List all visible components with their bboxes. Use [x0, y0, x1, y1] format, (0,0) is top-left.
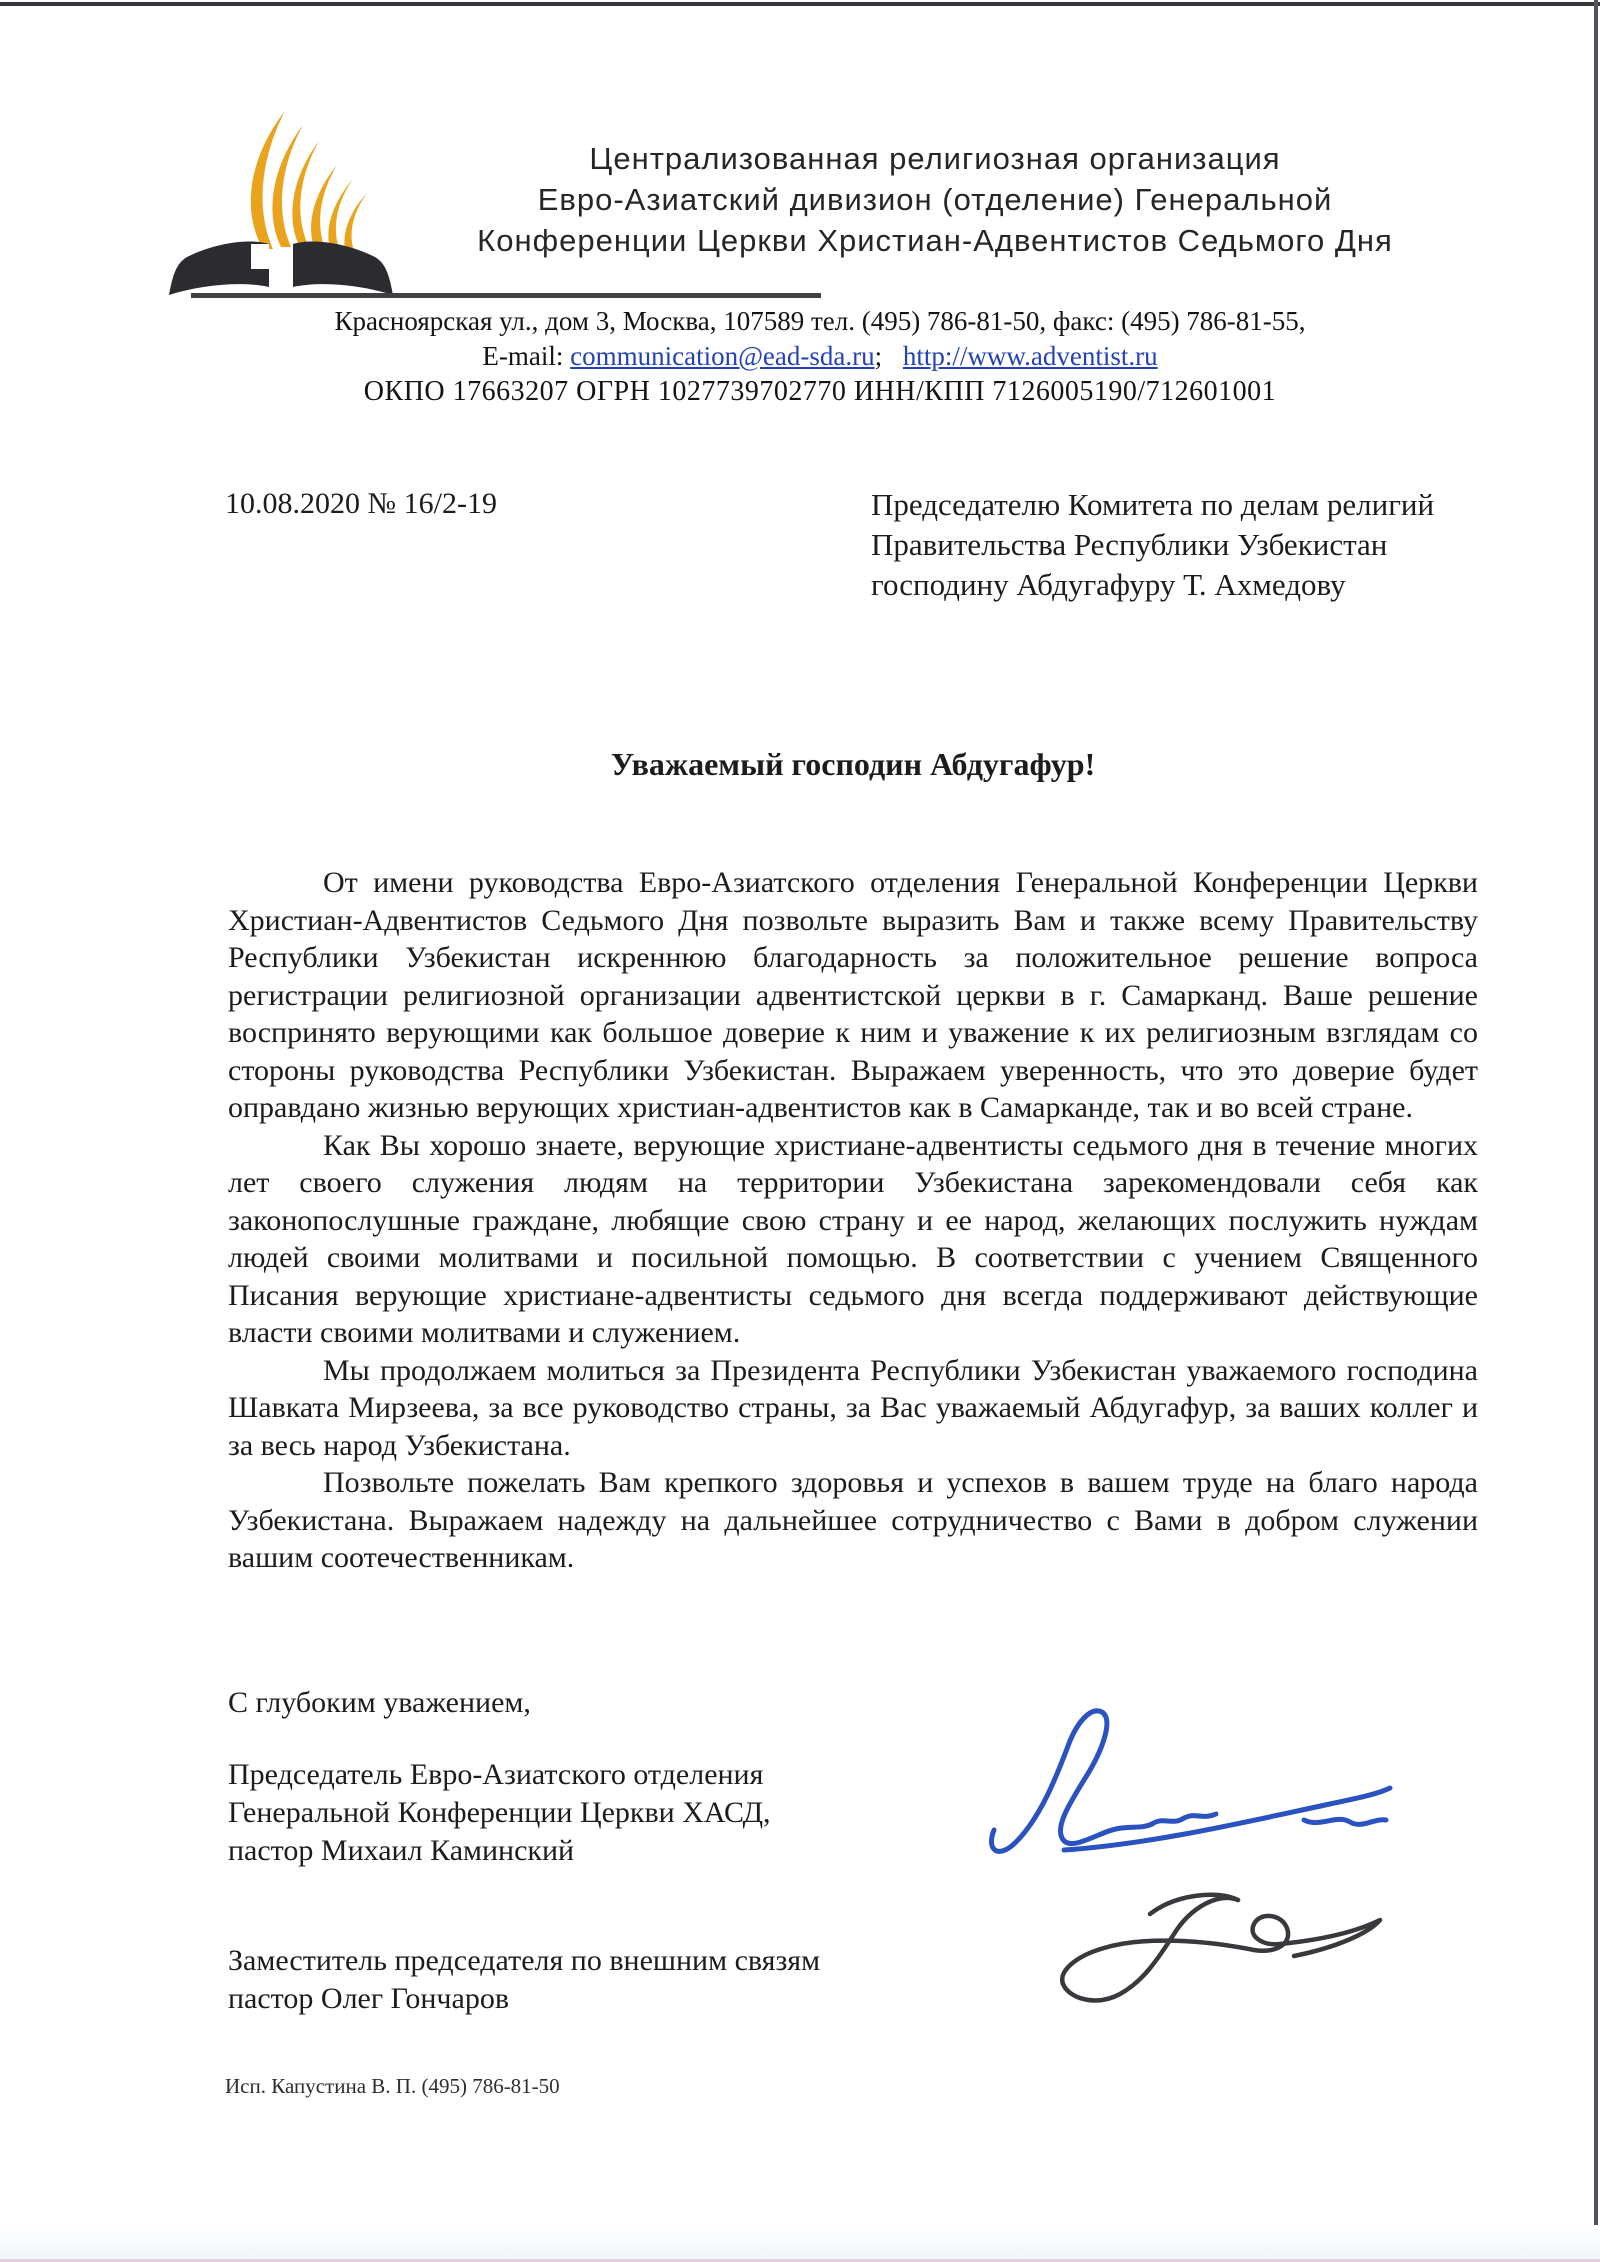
paragraph-1: От имени руководства Евро-Азиатского отделения Генеральной Конференции Церкви Христиан-Адвентистов Седьмого Дня позвольте выразить Вам и также всему Правительству Республики Узбекистан искреннюю благодарность за положительное решение вопроса регистрации религиозной организации адвентистской церкви в г. Самарканд. Ваше решение воспринято верующими как большое доверие к ним и уважение к их религиозным взглядам со стороны руководства Республики Узбекистан. Выражаем уверенность, что это доверие будет оправдано жизнью верующих христиан-адвентистов как в Самарканде, так и во всей стране. [228, 866, 1478, 1124]
adventist-flame-icon [251, 111, 367, 259]
signatory-deputy-block [228, 1942, 820, 2018]
paragraph-3: Мы продолжаем молиться за Президента Республики Узбекистан уважаемого господина Шавката Мирзеева, за все руководство страны, за Вас уважаемый Абдугафур, за ваших коллег и за весь народ Узбекистана. [228, 1353, 1478, 1462]
open-book-icon [169, 242, 393, 295]
addressee-line-1: Председателю Комитета по делам религий [871, 487, 1435, 522]
signatory-chairman-block [228, 1756, 771, 1870]
registration-numbers-line: ОКПО 17663207 ОГРН 1027739702770 ИНН/КПП 7126005190/712601001 [363, 376, 1277, 407]
website-link[interactable]: http://www.adventist.ru [902, 341, 1158, 371]
letterhead-contacts [140, 304, 1500, 409]
deputy-signature-icon [1032, 1884, 1410, 2008]
contacts-links-line [140, 339, 1500, 374]
scan-right-edge [1594, 0, 1598, 2262]
email-label: E-mail: [482, 341, 564, 371]
org-line-3: Конференции Церкви Христиан-Адвентистов Седьмого Дня [477, 223, 1393, 258]
closing-phrase: С глубоким уважением, [228, 1686, 531, 1719]
chairman-signature-icon [972, 1702, 1424, 1868]
letterhead-divider [191, 293, 821, 298]
deputy-title-line-1: Заместитель председателя по внешним связям [228, 1944, 821, 1977]
executor-line: Исп. Капустина В. П. (495) 786-81-50 [225, 2074, 560, 2098]
adventist-logo-graphic [165, 103, 395, 303]
addressee-line-2: Правительства Республики Узбекистан [871, 527, 1388, 562]
chairman-title-line-1: Председатель Евро-Азиатского отделения [228, 1758, 764, 1791]
paragraph-4: Позвольте пожелать Вам крепкого здоровья и успехов в вашем труде на благо народа Узбекистана. Выражаем надежду на дальнейшее сотрудничество с Вами в добром служении вашим соотечественникам. [228, 1466, 1478, 1574]
chairman-title-line-3: пастор Михаил Каминский [228, 1834, 575, 1867]
date-and-number: 10.08.2020 № 16/2-19 [225, 487, 497, 520]
adventist-logo [165, 103, 395, 303]
addressee-block [871, 485, 1434, 605]
org-line-2: Евро-Азиатский дивизион (отделение) Генеральной [537, 182, 1333, 217]
chairman-title-line-2: Генеральной Конференции Церкви ХАСД, [228, 1796, 771, 1829]
link-separator: ; [874, 341, 883, 371]
deputy-title-line-2: пастор Олег Гончаров [228, 1982, 509, 2015]
addressee-line-3: господину Абдугафуру Т. Ахмедову [871, 567, 1346, 602]
postal-address-line: Красноярская ул., дом 3, Москва, 107589 тел. (495) 786-81-50, факс: (495) 786-81-55, [334, 306, 1306, 336]
scan-bottom-tint [0, 2225, 1600, 2259]
scan-top-edge [0, 2, 1600, 6]
paragraph-2: Как Вы хорошо знаете, верующие христиане-адвентисты седьмого дня в течение многих лет своего служения людям на территории Узбекистана зарекомендовали себя как законопослушные граждане, любящие свою страну и ее народ, желающих послужить нуждам людей своими молитвами и посильной помощью. В соответствии с учением Священного Писания верующие христиане-адвентисты седьмого дня всегда поддерживают действующие власти своими молитвами и служением. [228, 1128, 1478, 1349]
email-link[interactable]: communication@ead-sda.ru [570, 341, 875, 371]
organization-name [400, 138, 1470, 261]
org-line-1: Централизованная религиозная организация [589, 141, 1281, 176]
letter-body [228, 864, 1478, 1577]
salutation: Уважаемый господин Абдугафур! [610, 746, 1096, 782]
